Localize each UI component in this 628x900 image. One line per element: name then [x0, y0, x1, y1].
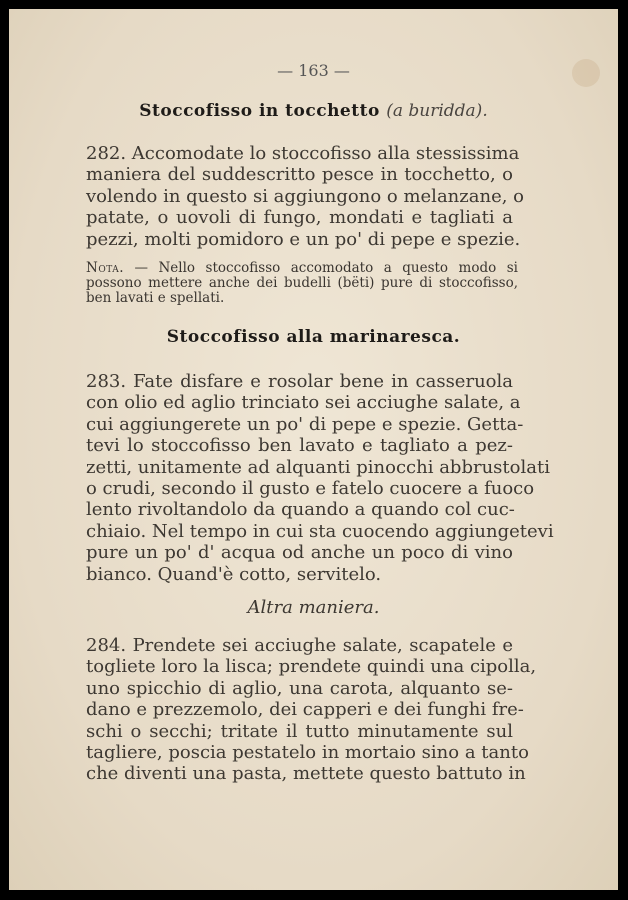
text-line: possono mettere anche dei budelli (bëti) pure di stoccofisso, — [86, 275, 518, 292]
text-line: 282. Accomodate lo stoccofisso alla stessissima — [86, 143, 520, 164]
text-line: 283. Fate disfare e rosolar bene in casseruola — [86, 371, 513, 392]
paragraph-284 — [86, 635, 537, 785]
title-italic: (a buridda). — [386, 101, 488, 121]
section-title-altra-maniera: Altra maniera. — [247, 597, 380, 618]
text-line: maniera del suddescritto pesce in tocchetto, o — [86, 164, 513, 186]
text-line: uno spicchio di aglio, una carota, alquanto se- — [86, 677, 513, 699]
section-title-marinaresca: Stoccofisso alla marinaresca. — [166, 327, 461, 347]
text-line: zetti, unitamente ad alquanti pinocchi abbrustolati — [86, 456, 550, 478]
text-line: volendo in questo si aggiungono o melanzane, o — [86, 185, 525, 207]
book-page — [9, 9, 618, 890]
text-line: tagliere, poscia pestatelo in mortaio sino a tanto — [86, 742, 529, 764]
text-line: dano e prezzemolo, dei capperi e dei funghi fre- — [86, 699, 524, 721]
title-main: Stoccofisso in tocchetto — [139, 101, 380, 121]
text-line: 284. Prendete sei acciughe salate, scapatele e — [86, 635, 513, 656]
nota-text: — Nello stoccofisso accomodato a questo modo si — [124, 260, 518, 276]
nota-block — [86, 261, 518, 307]
text-line: patate, o uovoli di fungo, mondati e tagliati a — [86, 207, 513, 229]
text-line: chiaio. Nel tempo in cui sta cuocendo aggiungetevi — [86, 520, 554, 542]
text-line: toglietе loro la lisca; prendete quindi una cipolla, — [86, 656, 537, 678]
text-line: pure un po' d' acqua od anche un poco di vino — [86, 542, 513, 564]
text-line: che diventi una pasta, mettete questo battuto in — [86, 763, 526, 785]
paragraph-283 — [86, 371, 554, 585]
text-line: bianco. Quand'è cotto, servitelo. — [86, 563, 382, 585]
text-line: con olio ed aglio trinciato sei acciughe salate, a — [86, 392, 521, 414]
text-line: pezzi, molti pomidoro e un po' di pepe e spezie. — [86, 228, 521, 250]
text-line: cui aggiungerete un po' di pepe e spezie. Getta- — [86, 413, 524, 435]
text-line: ben lavati e spellati. — [86, 290, 225, 307]
page-number: — 163 — — [277, 61, 350, 80]
nota-label: Nota. — [86, 260, 124, 276]
section-title-tocchetto — [9, 101, 618, 121]
text-line: tevi lo stoccofisso ben lavato e tagliato a pez- — [86, 435, 513, 457]
text-line: schi o secchi; tritate il tutto minutamente sul — [86, 720, 513, 742]
text-line: lento rivoltandolo da quando a quando col cuc- — [86, 499, 515, 521]
paragraph-282 — [86, 143, 525, 250]
text-line: o crudi, secondo il gusto e fatelo cuocere a fuoco — [86, 478, 535, 500]
text-line — [86, 261, 518, 276]
